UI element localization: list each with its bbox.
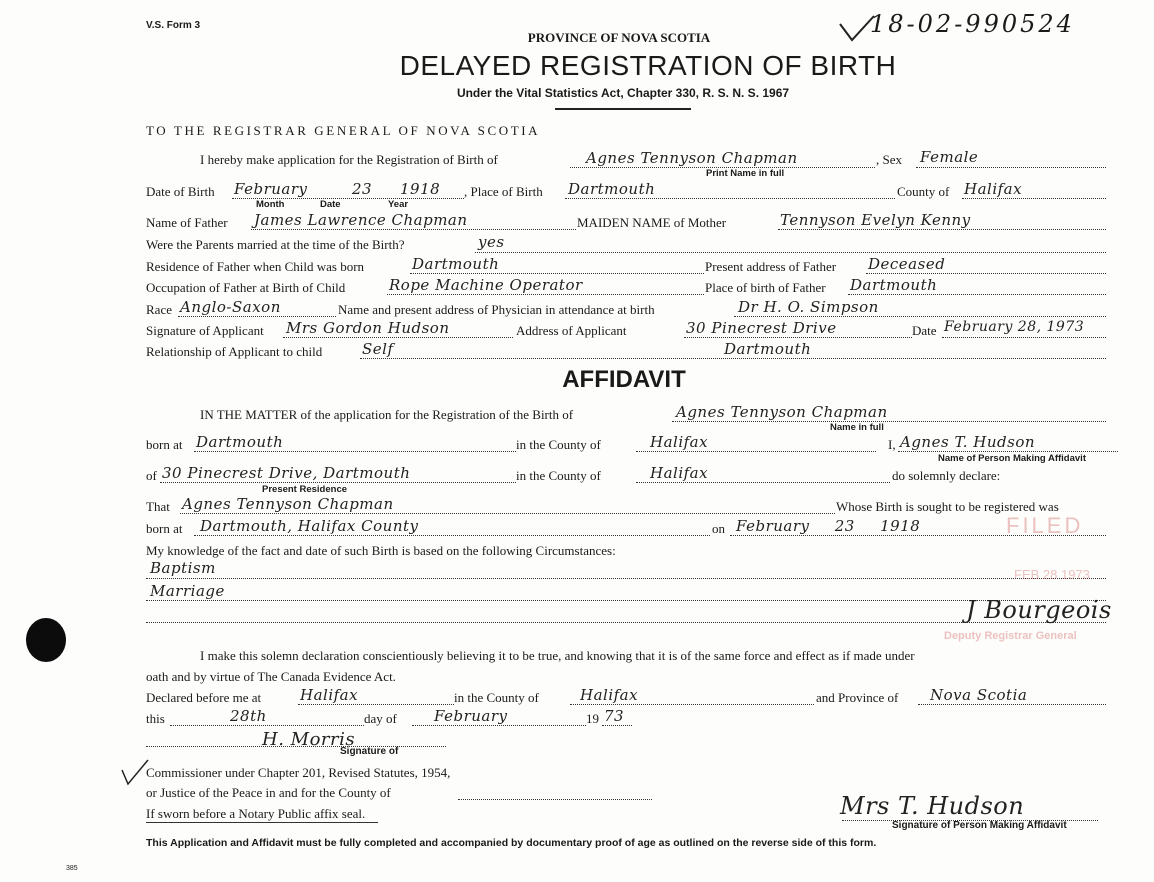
- year-suffix-field[interactable]: 73: [604, 707, 625, 725]
- sex-label: , Sex: [876, 152, 902, 167]
- declare-label: do solemnly declare:: [892, 468, 1001, 483]
- married-field[interactable]: yes: [478, 233, 505, 251]
- pob-label: , Place of Birth: [464, 184, 543, 199]
- province-field[interactable]: Nova Scotia: [930, 686, 1028, 704]
- circumstance-1[interactable]: Baptism: [150, 559, 216, 577]
- deponent-note: Name of Person Making Affidavit: [938, 453, 1086, 464]
- sig-applicant-label: Signature of Applicant: [146, 323, 264, 338]
- date-note: Date: [320, 199, 341, 210]
- born-at-label: born at: [146, 437, 183, 452]
- declared-at-field[interactable]: Halifax: [300, 686, 359, 704]
- province-heading: PROVINCE OF NOVA SCOTIA: [527, 30, 711, 45]
- on-label: on: [712, 521, 725, 536]
- deponent-signature: Mrs T. Hudson: [840, 792, 1025, 820]
- year-note: Year: [388, 199, 409, 210]
- present-addr-label: Present address of Father: [705, 259, 837, 274]
- race-label: Race: [146, 302, 172, 317]
- stamp-date: FEB 28 1973: [1014, 567, 1090, 582]
- registrar-role: Deputy Registrar General: [944, 630, 1077, 642]
- married-label: Were the Parents married at the time of the Birth?: [146, 237, 405, 252]
- mother-label: MAIDEN NAME of Mother: [577, 215, 727, 230]
- mother-field[interactable]: Tennyson Evelyn Kenny: [780, 211, 971, 229]
- declared-label: Declared before me at: [146, 690, 262, 705]
- punch-hole: [26, 618, 66, 662]
- circumstance-2[interactable]: Marriage: [150, 582, 225, 600]
- solemn-line2: oath and by virtue of The Canada Evidence Act.: [146, 669, 396, 684]
- dob-label: Date of Birth: [146, 184, 215, 199]
- aff-county2-label: in the County of: [516, 468, 601, 483]
- footer-note: This Application and Affidavit must be fully completed and accompanied by documentary proof of age as outlined on the reverse side of this form.: [146, 837, 877, 849]
- this-day-field[interactable]: 28th: [230, 707, 267, 725]
- i-label: I,: [888, 437, 896, 452]
- dob-year-field[interactable]: 1918: [400, 180, 441, 198]
- registration-number: 18-02-990524: [870, 10, 1075, 38]
- signature-of-note: Signature of: [340, 746, 399, 757]
- addr-applicant-label: Address of Applicant: [516, 323, 627, 338]
- pob-field[interactable]: Dartmouth: [568, 180, 656, 198]
- that-name-field[interactable]: Agnes Tennyson Chapman: [182, 495, 394, 513]
- registrar-signature: J Bourgeois: [966, 596, 1112, 624]
- county-label: County of: [897, 184, 950, 199]
- app-date-label: Date: [912, 323, 937, 338]
- whose-birth-label: Whose Birth is sought to be registered was: [836, 499, 1059, 514]
- this-label: this: [146, 711, 165, 726]
- day-of-label: day of: [364, 711, 397, 726]
- relationship-field[interactable]: Self: [362, 340, 394, 358]
- occupation-label: Occupation of Father at Birth of Child: [146, 280, 346, 295]
- commissioner-line2: or Justice of the Peace in and for the County of: [146, 785, 391, 800]
- sig-applicant-field[interactable]: Mrs Gordon Hudson: [286, 319, 450, 337]
- born-at2-field[interactable]: Dartmouth, Halifax County: [200, 517, 419, 535]
- residence-field[interactable]: 30 Pinecrest Drive, Dartmouth: [162, 464, 411, 482]
- form-subtitle: Under the Vital Statistics Act, Chapter 330, R. S. N. S. 1967: [456, 86, 790, 100]
- dob-month-field[interactable]: February: [234, 180, 308, 198]
- filed-stamp: FILED: [1006, 513, 1084, 538]
- relationship-label: Relationship of Applicant to child: [146, 344, 323, 359]
- aff-county-field[interactable]: Halifax: [650, 433, 709, 451]
- on-date-field[interactable]: February 23 1918: [736, 517, 921, 535]
- aff-county-label: in the County of: [516, 437, 601, 452]
- father-field[interactable]: James Lawrence Chapman: [254, 211, 468, 229]
- knowledge-label: My knowledge of the fact and date of such Birth is based on the following Circumstances:: [146, 543, 616, 558]
- aff-child-name-field[interactable]: Agnes Tennyson Chapman: [676, 403, 888, 421]
- commissioner-line1: Commissioner under Chapter 201, Revised Statutes, 1954,: [146, 765, 451, 780]
- app-date-field[interactable]: February 28, 1973: [944, 319, 1085, 335]
- physician-field[interactable]: Dr H. O. Simpson: [738, 298, 879, 316]
- that-label: That: [146, 499, 170, 514]
- province-label: and Province of: [816, 690, 899, 705]
- form-title: DELAYED REGISTRATION OF BIRTH: [399, 50, 897, 81]
- pob-father-field[interactable]: Dartmouth: [850, 276, 938, 294]
- aff-county2-field[interactable]: Halifax: [650, 464, 709, 482]
- notary-rule: [146, 822, 378, 823]
- month-field[interactable]: February: [434, 707, 508, 725]
- print-name-note: Print Name in full: [706, 168, 785, 179]
- present-addr-field[interactable]: Deceased: [868, 255, 946, 273]
- res-father-label: Residence of Father when Child was born: [146, 259, 365, 274]
- residence-note: Present Residence: [262, 484, 348, 495]
- county3-field[interactable]: Halifax: [580, 686, 639, 704]
- father-label: Name of Father: [146, 215, 228, 230]
- commissioner-signature: H. Morris: [262, 729, 356, 750]
- addr-applicant-line2[interactable]: Dartmouth: [724, 340, 812, 358]
- child-name-field[interactable]: Agnes Tennyson Chapman: [586, 149, 798, 167]
- county3-label: in the County of: [454, 690, 539, 705]
- solemn-line1: I make this solemn declaration conscientiously believing it to be true, and knowing that it is of the same force and effect as if made under: [200, 648, 915, 663]
- form-id: V.S. Form 3: [146, 20, 201, 31]
- affidavit-heading: AFFIDAVIT: [562, 366, 686, 393]
- born-at-field[interactable]: Dartmouth: [196, 433, 284, 451]
- deponent-field[interactable]: Agnes T. Hudson: [900, 433, 1036, 451]
- notary-note: If sworn before a Notary Public affix seal.: [146, 806, 366, 821]
- year-prefix: 19: [586, 711, 599, 726]
- month-note: Month: [256, 199, 285, 210]
- name-in-full-note: Name in full: [830, 422, 884, 433]
- to-registrar-line: TO THE REGISTRAR GENERAL OF NOVA SCOTIA: [146, 123, 541, 138]
- physician-label: Name and present address of Physician in attendance at birth: [338, 302, 655, 317]
- app-line1-label: I hereby make application for the Registration of Birth of: [200, 152, 498, 167]
- occupation-field[interactable]: Rope Machine Operator: [389, 276, 583, 294]
- dob-day-field[interactable]: 23: [352, 180, 373, 198]
- res-father-field[interactable]: Dartmouth: [412, 255, 500, 273]
- born-at2-label: born at: [146, 521, 183, 536]
- page-code: 385: [66, 865, 78, 872]
- aff-line1-label: IN THE MATTER of the application for the Registration of the Birth of: [200, 407, 574, 422]
- sex-field[interactable]: Female: [920, 148, 979, 166]
- addr-applicant-field[interactable]: 30 Pinecrest Drive: [686, 319, 837, 337]
- deponent-sig-note: Signature of Person Making Affidavit: [892, 820, 1067, 831]
- county-field[interactable]: Halifax: [964, 180, 1023, 198]
- title-rule: [555, 108, 691, 110]
- race-field[interactable]: Anglo-Saxon: [180, 298, 281, 316]
- of-label: of: [146, 468, 157, 483]
- pob-father-label: Place of birth of Father: [705, 280, 826, 295]
